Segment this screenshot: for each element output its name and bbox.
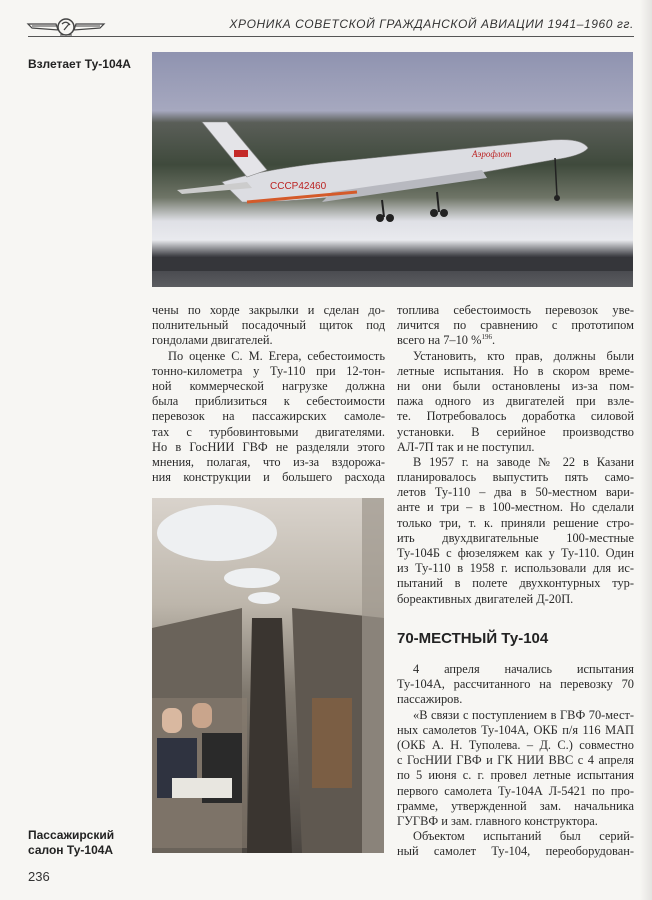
- text-line-content: Ту-104А, рассчитанного на перевозку 70: [397, 677, 634, 692]
- text-line-content: ни они были остановлены из-за пом-: [397, 378, 634, 393]
- text-line: [397, 844, 634, 859]
- text-line: [152, 455, 385, 470]
- text-line: [397, 592, 634, 607]
- text-line-content: ния конструкции и большего расхода: [152, 470, 385, 485]
- caption-top: Взлетает Ту-104А: [28, 57, 131, 71]
- text-line: [152, 349, 385, 364]
- text-line: [397, 692, 634, 707]
- text-line: [152, 333, 385, 348]
- text-line-content: всего на 7–10 %: [397, 333, 482, 348]
- text-line-content: ных самолетов Ту-104А, ОКБ п/я 116 МАП: [397, 722, 634, 737]
- text-line: [397, 677, 634, 692]
- text-line: [397, 576, 634, 591]
- text-line: [397, 349, 634, 364]
- text-line-content: личится по сравнению с прототипом: [397, 318, 634, 333]
- section-heading: 70-МЕСТНЫЙ Ту-104: [397, 630, 549, 647]
- text-line: [397, 708, 634, 723]
- text-line-content: ной коммерческой нагрузке должна: [152, 378, 385, 393]
- text-column-left: [152, 303, 385, 485]
- text-line-content: В 1957 г. на заводе № 22 в Казани: [413, 454, 634, 469]
- text-line-content: пассажиров.: [397, 692, 463, 707]
- running-title: ХРОНИКА СОВЕТСКОЙ ГРАЖДАНСКОЙ АВИАЦИИ 1941–1960 гг.: [229, 17, 634, 31]
- text-line: [152, 394, 385, 409]
- text-line-content: топлива себестоимость перевозок уве-: [397, 303, 634, 317]
- text-line-content: из Ту-110 в 1958 г. использовали для ис-: [397, 561, 634, 576]
- text-line: [152, 303, 385, 318]
- text-line-content: По оценке С. М. Егера, себестоимость: [168, 348, 385, 363]
- text-line-content: Ту-104Б с фюзеляжем как у Ту-110. Один: [397, 546, 634, 560]
- text-line: [397, 799, 634, 814]
- text-line: [397, 738, 634, 753]
- caption-bottom-line1: Пассажирский: [28, 828, 115, 842]
- text-column-right: [397, 303, 634, 607]
- photo-tu104a-cabin: [152, 498, 384, 853]
- text-line: [397, 425, 634, 440]
- text-line-content: «В связи с поступлением в ГВФ 70-мест-: [413, 707, 634, 722]
- text-line: [397, 440, 634, 455]
- text-line-content: чены по хорде закрылки и сделан до-: [152, 303, 385, 317]
- text-line-content: грамме, утвержденной зам. начальника: [397, 798, 634, 813]
- text-line-content: ить двухдвигательные 100-местные: [397, 530, 634, 545]
- page-gutter-shadow: [640, 0, 652, 900]
- text-line-content: пытаний в полете двухконтурных тур-: [397, 576, 634, 591]
- text-line: [397, 723, 634, 738]
- text-line-content: Но в ГосНИИ ГВФ не разделяли этого: [152, 439, 385, 454]
- text-line: всего на 7–10 %$^{196}$.: [397, 333, 496, 348]
- aircraft-registration: СССР42460: [270, 181, 327, 192]
- text-line-content: бореактивных двигателей Д-20П.: [397, 591, 574, 606]
- text-column-right-continued: [397, 662, 634, 859]
- text-line: [397, 814, 634, 829]
- text-line: [152, 440, 385, 455]
- text-line: [397, 485, 634, 500]
- text-line-content: только три, т. к. приняли решение стро-: [397, 515, 634, 530]
- text-line: [152, 318, 385, 333]
- text-line-content: летные испытания. Но в скором време-: [397, 363, 634, 378]
- text-line-content: Объектом испытаний был серий-: [413, 829, 634, 844]
- text-line: [397, 364, 634, 379]
- text-line: [397, 784, 634, 799]
- text-line-content: первого самолета Ту-104А Л-5421 по про-: [397, 783, 634, 798]
- text-line: [152, 470, 385, 485]
- text-line: [397, 409, 634, 424]
- text-line-content: те. Потребовалось доработка силовой: [397, 409, 634, 424]
- text-line: [152, 425, 385, 440]
- text-line: [397, 470, 634, 485]
- text-line-content: ГУГВФ и зам. главного конструктора.: [397, 813, 598, 828]
- text-line: [397, 829, 634, 844]
- text-line-content: тонно-километра у Ту-110 при 12-тон-: [152, 363, 385, 378]
- caption-bottom: [28, 828, 114, 858]
- text-line-content: Установить, кто прав, должны были: [413, 348, 634, 363]
- caption-bottom-line2: салон Ту-104А: [28, 843, 114, 857]
- footnote-ref: 196: [481, 333, 492, 342]
- text-line: [397, 303, 634, 318]
- text-line: [397, 500, 634, 515]
- text-line: [397, 662, 634, 677]
- text-line: [397, 394, 634, 409]
- text-line-content: летов Ту-110 – два в 50-местном вари-: [397, 485, 634, 500]
- photo-tu104a-takeoff: [152, 52, 633, 287]
- aeroflot-script: Аэрофлот: [472, 149, 512, 159]
- text-line: [397, 753, 634, 768]
- text-line: [397, 516, 634, 531]
- text-line-content: (ОКБ А. Н. Туполева. – Д. С.) совместно: [397, 737, 634, 752]
- text-line-content: мнения, полагая, что из-за вздорожа-: [152, 454, 385, 469]
- text-line-content: гондолами двигателей.: [152, 333, 273, 348]
- header-divider: [28, 36, 634, 37]
- text-line-content: полнительный посадочный щиток под: [152, 318, 385, 333]
- text-line-content: 4 апреля начались испытания: [413, 662, 634, 676]
- text-line: [397, 455, 634, 470]
- text-line-content: установки. В серийное производство: [397, 424, 634, 439]
- text-line: [397, 318, 634, 333]
- text-line-content: была приблизиться к себестоимости: [152, 394, 385, 409]
- text-line-content: по 5 июня с. г. провел летные испытания: [397, 768, 634, 783]
- text-line-content: перевозок на пассажирских самоле-: [152, 409, 385, 424]
- text-line-content: анте и три – в 100-местном. Но сделали: [397, 500, 634, 515]
- text-line: [397, 768, 634, 783]
- text-line: [152, 409, 385, 424]
- text-line: [152, 379, 385, 394]
- text-line: [152, 364, 385, 379]
- text-line: [397, 379, 634, 394]
- text-line: [397, 531, 634, 546]
- text-line-content: пажа одного из двигателей при взле-: [397, 394, 634, 409]
- text-line-content: тах с турбовинтовыми двигателями.: [152, 424, 385, 439]
- text-line-content: АЛ-7П так и не поступил.: [397, 439, 535, 454]
- text-line: [397, 546, 634, 561]
- text-line-content: с ГосНИИ ГВФ и ГК НИИ ВВС с 4 апреля: [397, 753, 634, 768]
- text-line: [397, 561, 634, 576]
- page-number: 236: [28, 869, 50, 884]
- text-line-content: ный самолет Ту-104, переоборудован-: [397, 844, 634, 859]
- text-line-content: планировалось выпустить пять само-: [397, 470, 634, 485]
